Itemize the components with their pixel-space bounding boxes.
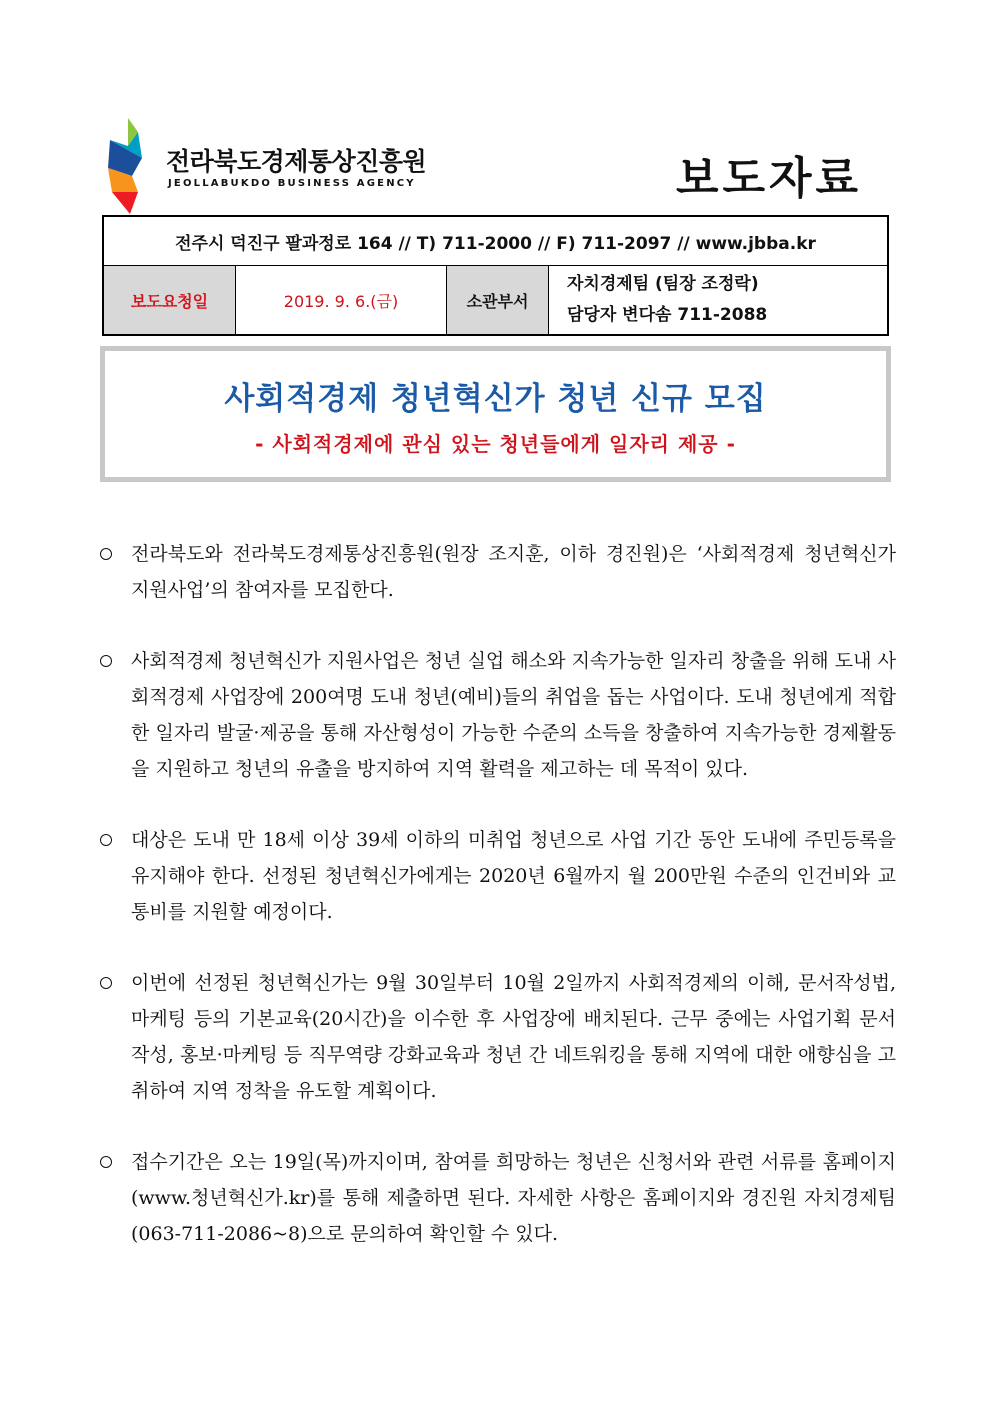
paragraph [96, 822, 896, 930]
dept-contact: 담당자 변다솜 711-2088 [567, 305, 768, 325]
org-logo [108, 118, 428, 218]
info-row [104, 266, 887, 334]
org-logo-mark-icon [108, 118, 158, 214]
org-name: 전라북도경제통상진흥원 [166, 147, 427, 176]
circle-bullet-icon [100, 977, 112, 989]
circle-bullet-icon [100, 548, 112, 560]
paragraph-text: 전라북도와 전라북도경제통상진흥원(원장 조지훈, 이하 경진원)은 ‘사회적경제 청년혁신가 지원사업’의 참여자를 모집한다. [131, 543, 896, 601]
paragraph [96, 965, 896, 1109]
article-body [96, 536, 896, 1287]
info-table [102, 215, 889, 336]
request-date: 2019. 9. 6.(금) [236, 266, 447, 334]
dept-team: 자치경제팀 (팀장 조정락) [567, 274, 759, 294]
paragraph-text: 접수기간은 오는 19일(목)까지이며, 참여를 희망하는 청년은 신청서와 관련 서류를 홈페이지(www.청년혁신가.kr)를 통해 제출하면 된다. 자세한 사항은 홈페이지와 경진원 자치경제팀(063-711-2086~8)으로 문의하여 확인할 수 있다. [131, 1151, 896, 1245]
subheadline: - 사회적경제에 관심 있는 청년들에게 일자리 제공 - [255, 432, 736, 456]
org-name-en: JEOLLABUKDO BUSINESS AGENCY [168, 178, 416, 189]
headline-box [100, 346, 891, 482]
doc-type-title: 보도자료 [676, 153, 863, 204]
headline: 사회적경제 청년혁신가 청년 신규 모집 [224, 381, 767, 417]
dept-label: 소관부서 [447, 266, 549, 334]
request-date-label: 보도요청일 [104, 266, 236, 334]
paragraph-text: 이번에 선정된 청년혁신가는 9월 30일부터 10월 2일까지 사회적경제의 이해, 문서작성법, 마케팅 등의 기본교육(20시간)을 이수한 후 사업장에 배치된다. 근무 중에는 사업기획 문서작성, 홍보·마케팅 등 직무역량 강화교육과 청년 간 네트워킹을 통해 지역에 대한 애향심을 고취하여 지역 정착을 유도할 계획이다. [131, 972, 896, 1102]
paragraph-text: 대상은 도내 만 18세 이상 39세 이하의 미취업 청년으로 사업 기간 동안 도내에 주민등록을 유지해야 한다. 선정된 청년혁신가에게는 2020년 6월까지 월 200만원 수준의 인건비와 교통비를 지원할 예정이다. [131, 829, 896, 923]
contact-line: 전주시 덕진구 팔과정로 164 // T) 711-2000 // F) 711-2097 // www.jbba.kr [104, 217, 887, 266]
paragraph [96, 1144, 896, 1252]
paragraph [96, 536, 896, 608]
circle-bullet-icon [100, 1156, 112, 1168]
dept-info [549, 266, 887, 334]
circle-bullet-icon [100, 834, 112, 846]
paragraph [96, 643, 896, 787]
circle-bullet-icon [100, 655, 112, 667]
paragraph-text: 사회적경제 청년혁신가 지원사업은 청년 실업 해소와 지속가능한 일자리 창출을 위해 도내 사회적경제 사업장에 200여명 도내 청년(예비)들의 취업을 돕는 사업이다. 도내 청년에게 적합한 일자리 발굴·제공을 통해 자산형성이 가능한 수준의 소득을 창출하여 지속가능한 경제활동을 지원하고 청년의 유출을 방지하여 지역 활력을 제고하는 데 목적이 있다. [131, 650, 896, 780]
